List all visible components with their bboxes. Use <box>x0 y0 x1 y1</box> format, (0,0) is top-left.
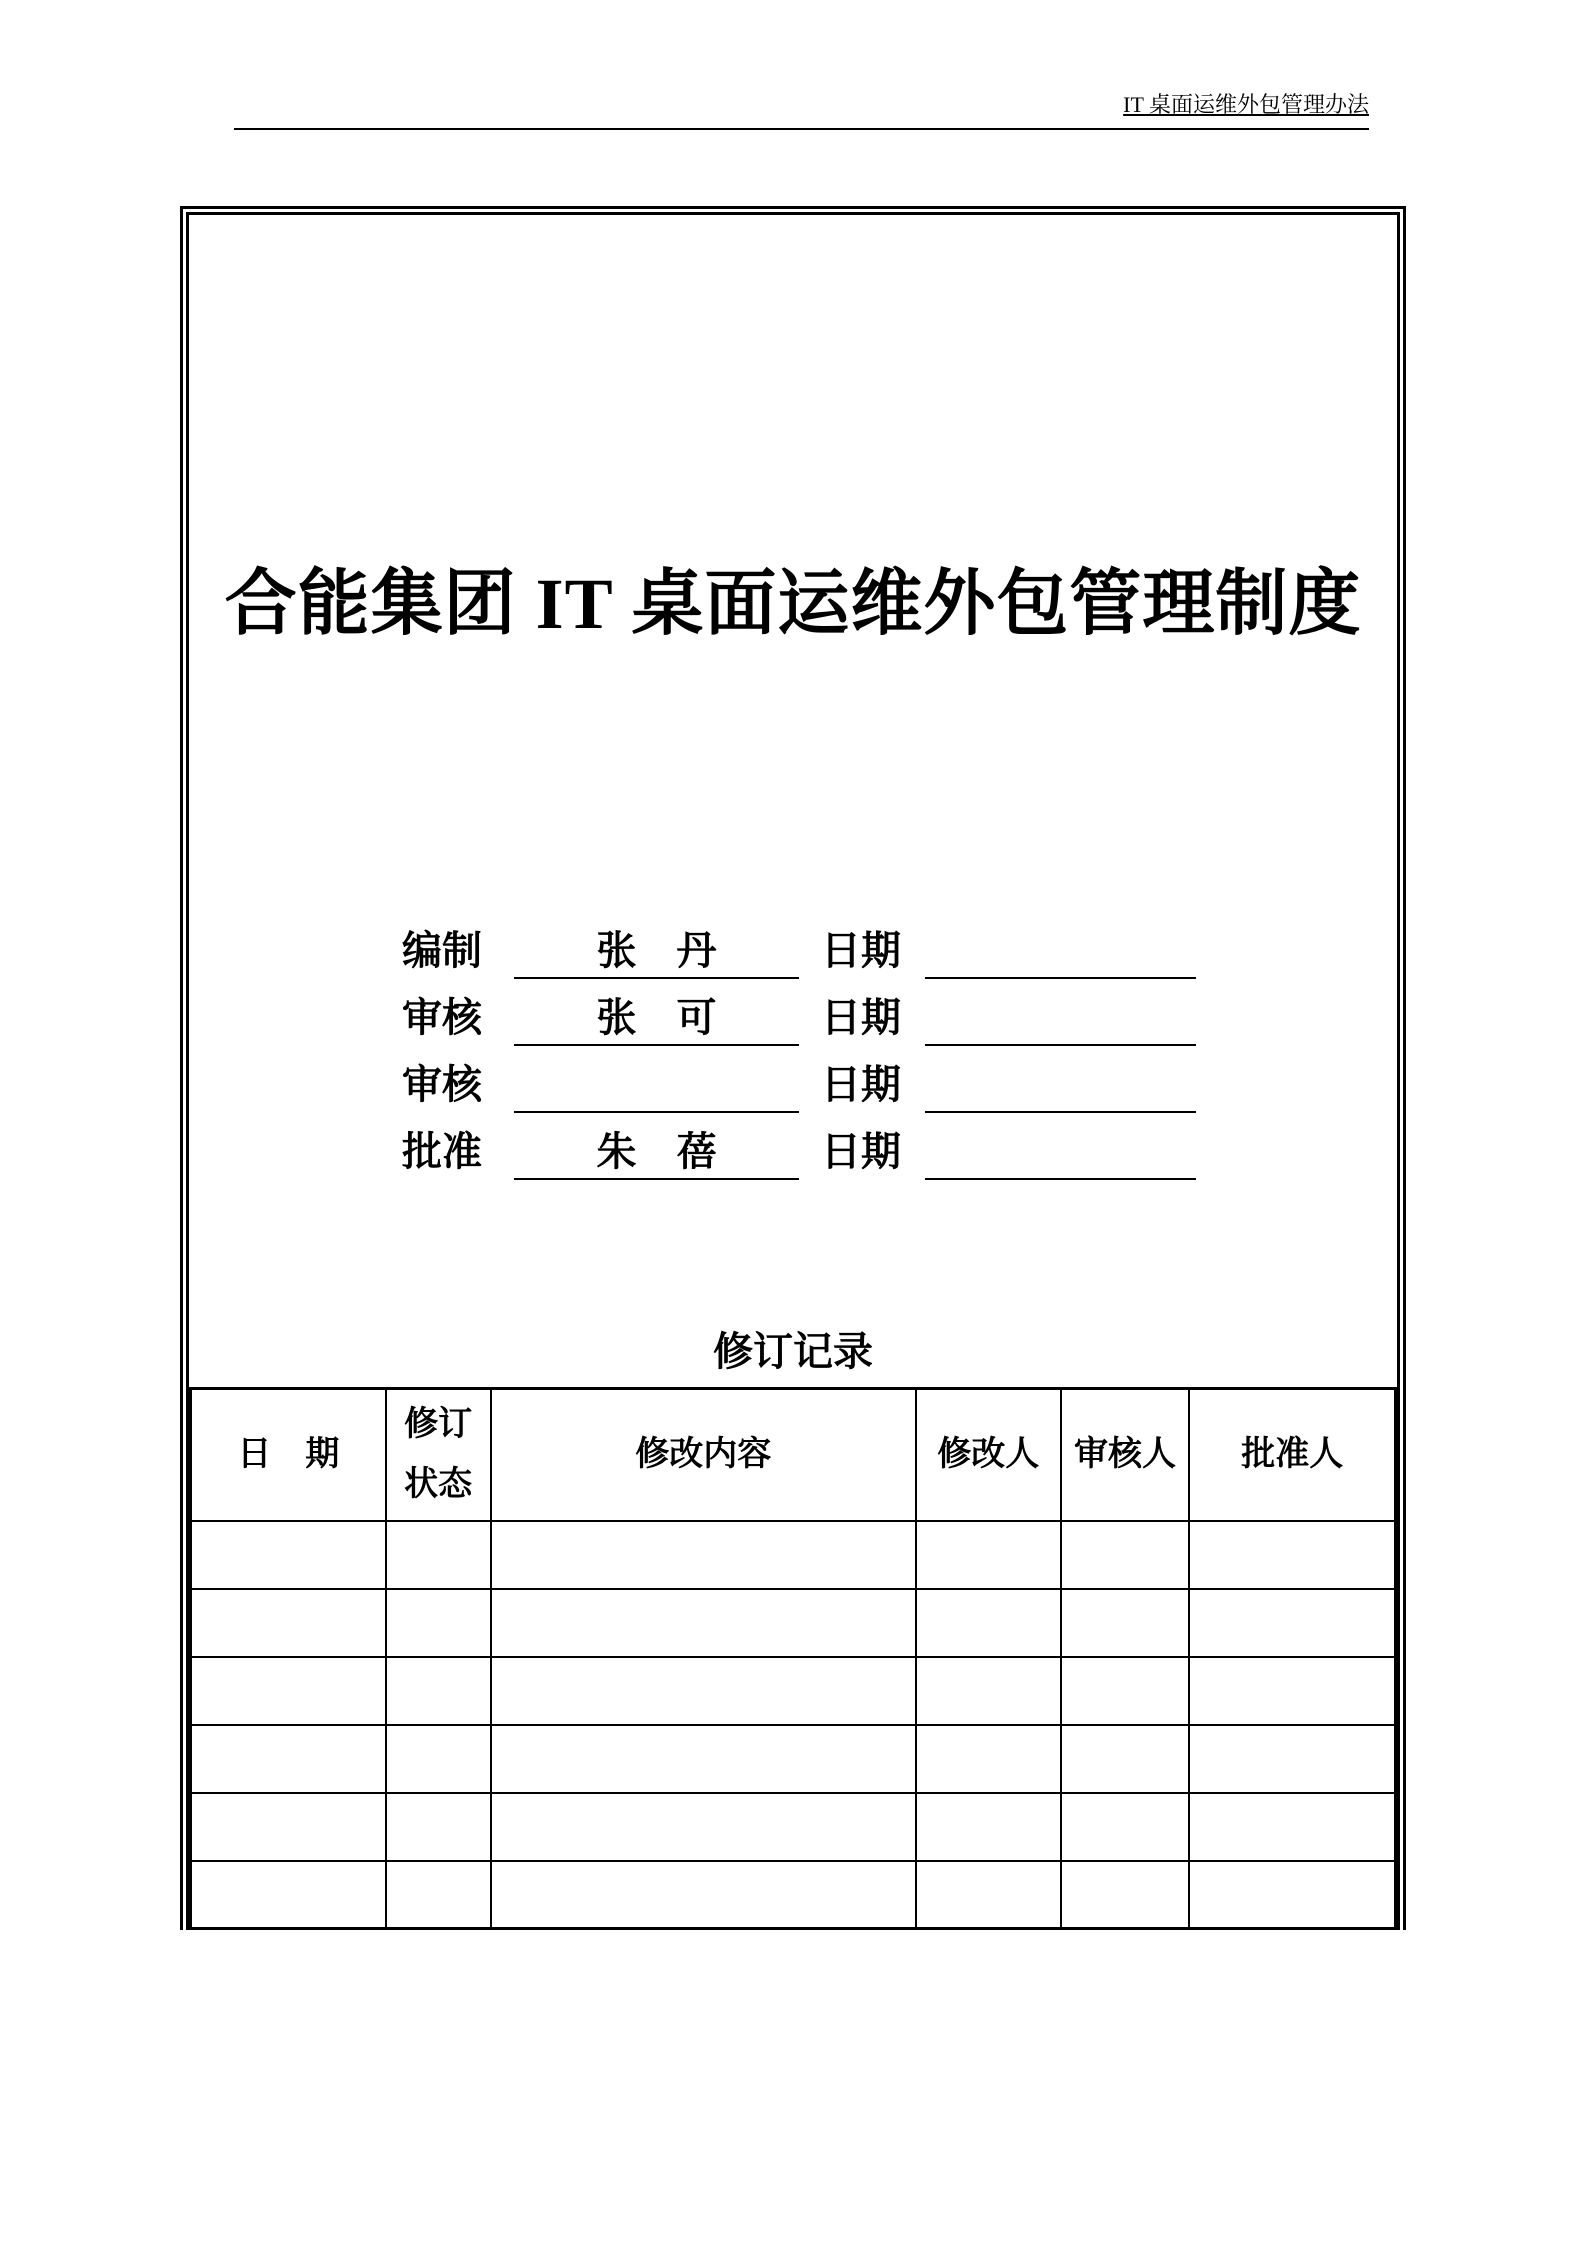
revision-table-header <box>191 1389 1396 1521</box>
revision-cell[interactable] <box>1189 1521 1395 1589</box>
revision-cell[interactable] <box>1189 1793 1395 1861</box>
col-header-modified-content: 修改内容 <box>491 1389 916 1521</box>
revision-cell[interactable] <box>386 1861 491 1929</box>
revision-table-body <box>191 1521 1396 1929</box>
revision-cell[interactable] <box>191 1793 386 1861</box>
revision-cell[interactable] <box>386 1657 491 1725</box>
revision-cell[interactable] <box>386 1589 491 1657</box>
revision-cell[interactable] <box>1061 1589 1190 1657</box>
col-header-approver: 批准人 <box>1189 1389 1395 1521</box>
signoff-row <box>189 927 1397 977</box>
signoff-date-label: 日期 <box>821 929 901 973</box>
signoff-row <box>189 1128 1397 1178</box>
revision-cell[interactable] <box>916 1589 1061 1657</box>
revision-cell[interactable] <box>491 1725 916 1793</box>
signoff-date-field[interactable] <box>925 1061 1196 1113</box>
page-header <box>234 84 1369 130</box>
revision-cell[interactable] <box>1189 1861 1395 1929</box>
revision-header-row <box>191 1389 1396 1521</box>
signoff-date-field[interactable] <box>925 927 1196 979</box>
signoff-date-label: 日期 <box>821 1130 901 1174</box>
signoff-name-field[interactable] <box>514 1061 799 1113</box>
revision-cell[interactable] <box>191 1657 386 1725</box>
revision-cell[interactable] <box>1061 1657 1190 1725</box>
revision-cell[interactable] <box>1189 1657 1395 1725</box>
revision-cell[interactable] <box>191 1521 386 1589</box>
revision-cell[interactable] <box>386 1793 491 1861</box>
revision-row <box>191 1793 1396 1861</box>
signoff-date-label: 日期 <box>821 996 901 1040</box>
revision-cell[interactable] <box>916 1725 1061 1793</box>
signoff-date-field[interactable] <box>925 994 1196 1046</box>
revision-cell[interactable] <box>916 1521 1061 1589</box>
cover-border-box <box>180 206 1406 1930</box>
revision-cell[interactable] <box>491 1589 916 1657</box>
signoff-name-field[interactable]: 朱 蓓 <box>514 1128 799 1180</box>
revision-cell[interactable] <box>491 1521 916 1589</box>
revision-row <box>191 1521 1396 1589</box>
signoff-date-field[interactable] <box>925 1128 1196 1180</box>
signoff-row <box>189 994 1397 1044</box>
signoff-date-label: 日期 <box>821 1063 901 1107</box>
revision-cell[interactable] <box>191 1725 386 1793</box>
revision-cell[interactable] <box>1189 1725 1395 1793</box>
signoff-row <box>189 1061 1397 1111</box>
revision-cell[interactable] <box>1061 1521 1190 1589</box>
revision-cell[interactable] <box>386 1725 491 1793</box>
revision-cell[interactable] <box>191 1589 386 1657</box>
revision-cell[interactable] <box>916 1657 1061 1725</box>
revision-cell[interactable] <box>916 1793 1061 1861</box>
revision-cell[interactable] <box>1061 1861 1190 1929</box>
revision-cell[interactable] <box>191 1861 386 1929</box>
col-header-date: 日 期 <box>191 1389 386 1521</box>
revision-cell[interactable] <box>491 1793 916 1861</box>
revision-record-title: 修订记录 <box>713 1330 873 1374</box>
revision-row <box>191 1589 1396 1657</box>
signoff-name-field[interactable]: 张 可 <box>514 994 799 1046</box>
document-title: 合能集团 IT 桌面运维外包管理制度 <box>224 564 1362 644</box>
signoff-role-label: 审核 <box>402 1063 482 1107</box>
revision-row <box>191 1657 1396 1725</box>
signoff-role-label: 审核 <box>402 996 482 1040</box>
col-header-reviewer: 审核人 <box>1061 1389 1190 1521</box>
revision-row <box>191 1725 1396 1793</box>
signoff-role-label: 编制 <box>402 929 482 973</box>
col-header-modifier: 修改人 <box>916 1389 1061 1521</box>
revision-cell[interactable] <box>491 1861 916 1929</box>
revision-cell[interactable] <box>916 1861 1061 1929</box>
revision-cell[interactable] <box>1061 1725 1190 1793</box>
revision-row <box>191 1861 1396 1929</box>
header-running-title: IT 桌面运维外包管理办法 <box>1123 92 1369 117</box>
signoff-role-label: 批准 <box>402 1130 482 1174</box>
revision-table <box>189 1387 1397 1930</box>
col-header-revision-status: 修订状态 <box>386 1389 491 1521</box>
revision-cell[interactable] <box>1061 1793 1190 1861</box>
revision-cell[interactable] <box>491 1657 916 1725</box>
signoff-name-field[interactable]: 张 丹 <box>514 927 799 979</box>
revision-cell[interactable] <box>1189 1589 1395 1657</box>
revision-cell[interactable] <box>386 1521 491 1589</box>
signoff-block <box>189 927 1397 1195</box>
